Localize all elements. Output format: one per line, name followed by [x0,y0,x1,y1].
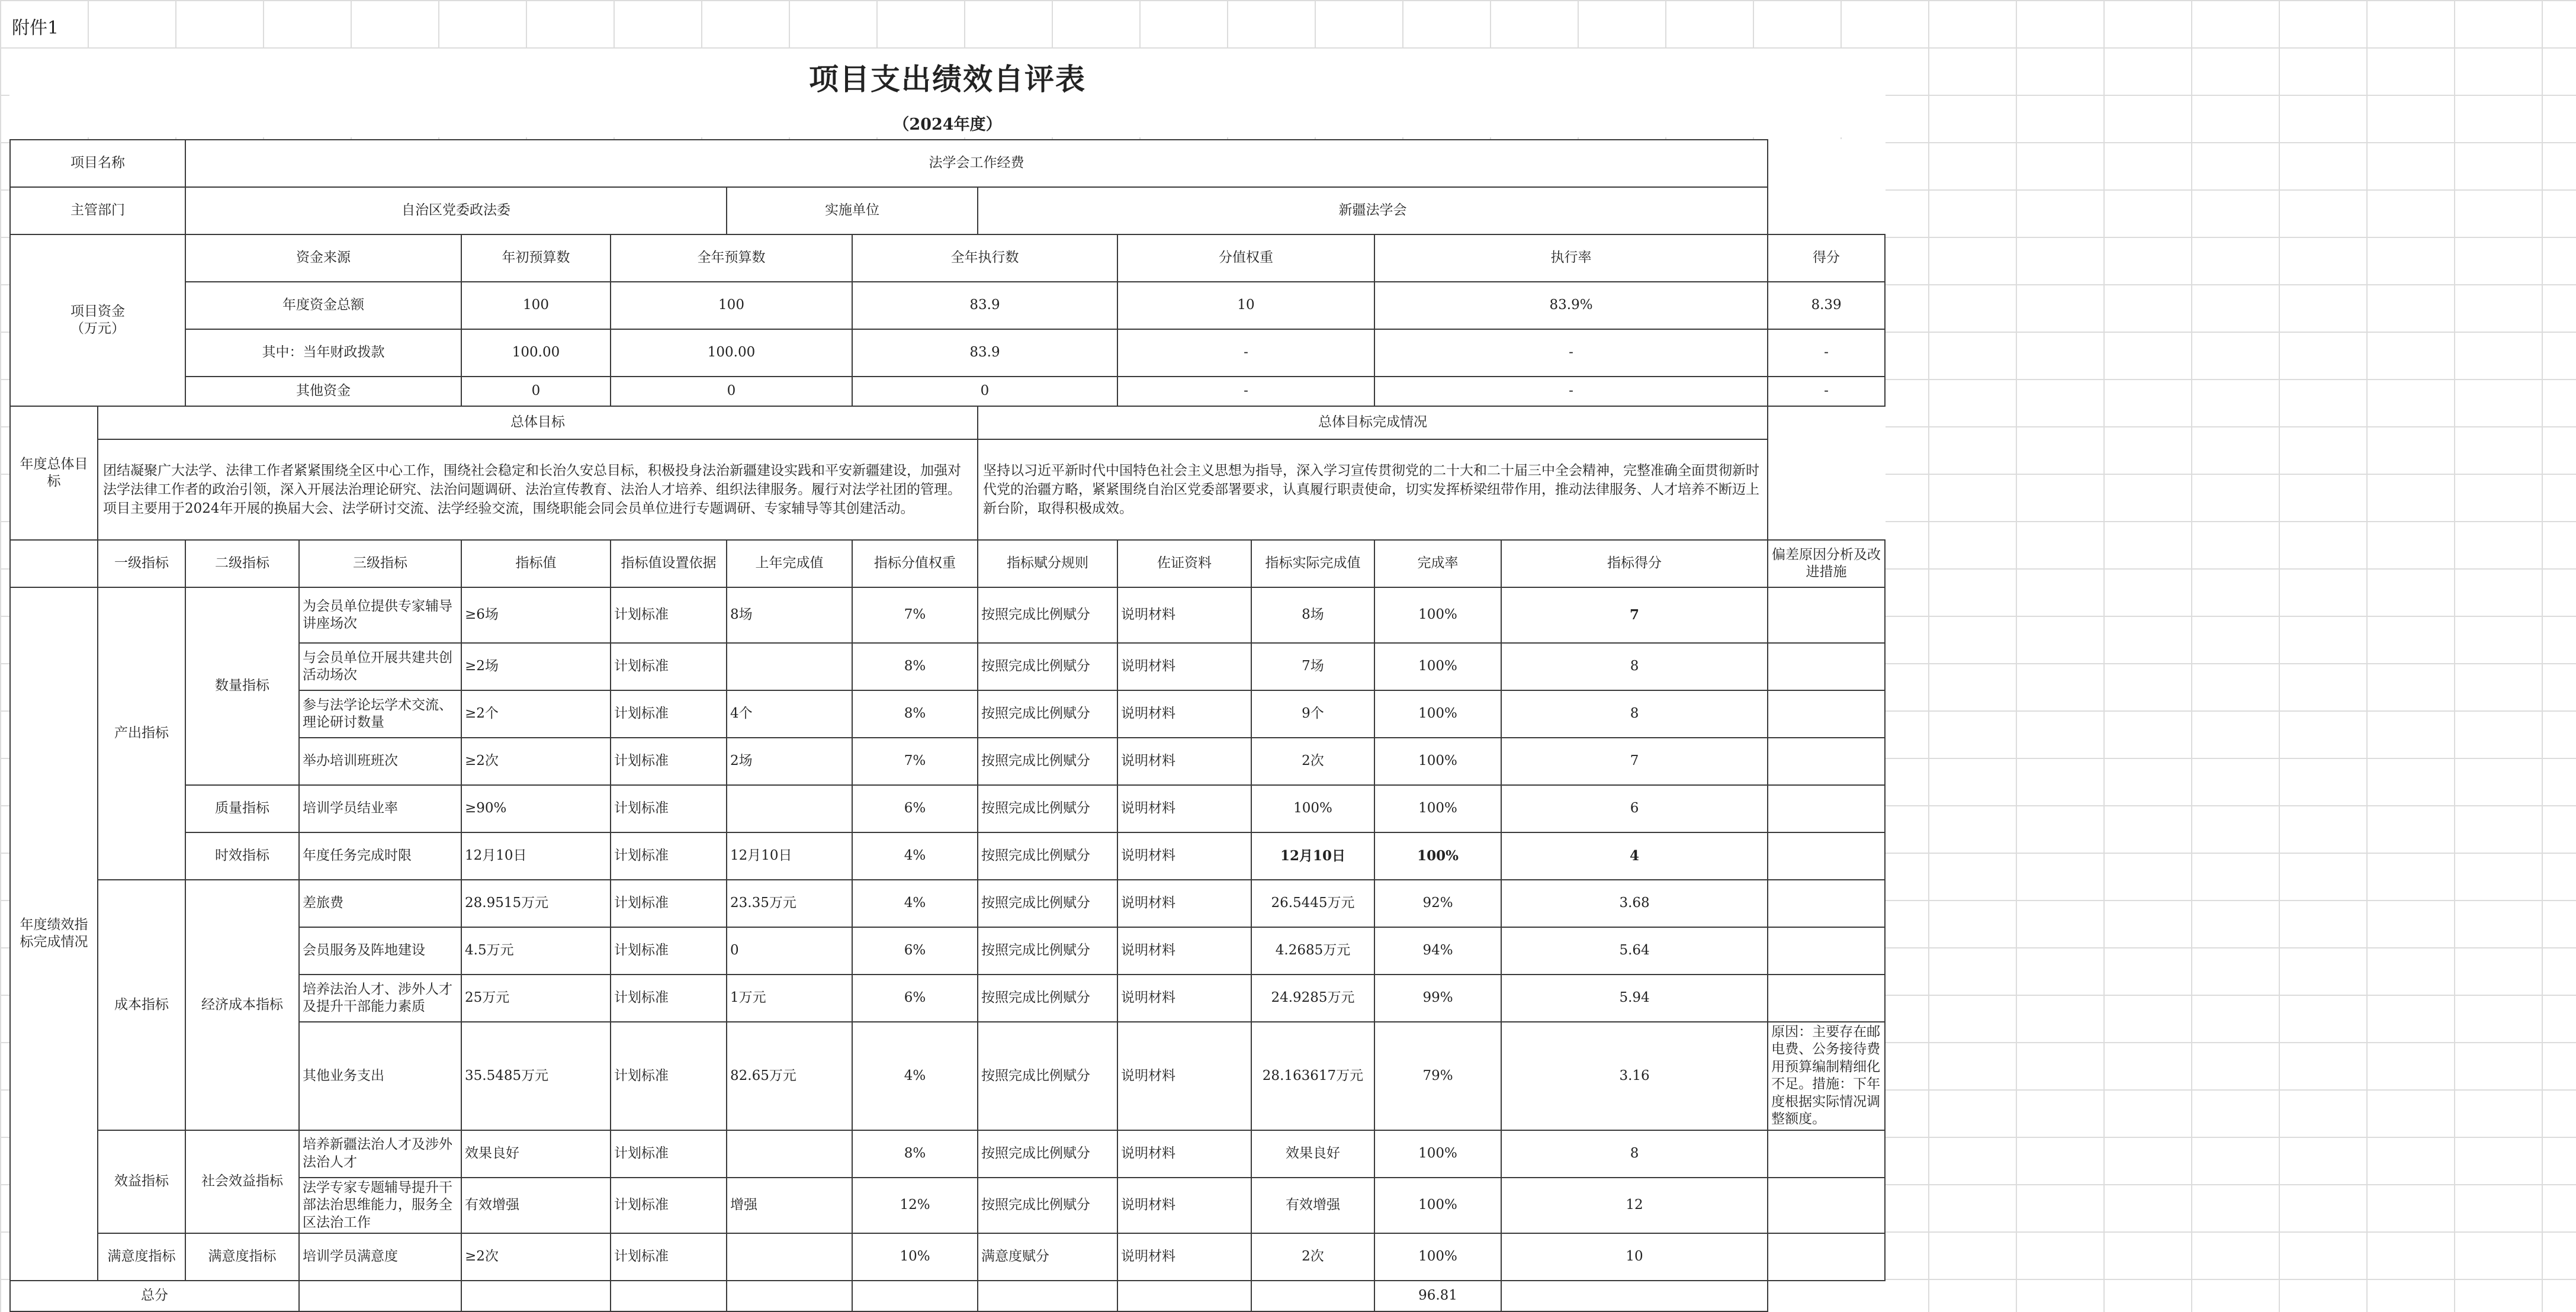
evidence: 说明材料 [1117,1022,1251,1130]
document-title: 项目支出绩效自评表 [809,62,1086,97]
scoring-rule: 按照完成比例赋分 [978,927,1117,975]
completion-rate: 100% [1374,785,1501,832]
funds-header-rate: 执行率 [1374,234,1768,282]
evidence: 说明材料 [1117,1130,1251,1178]
indicator-row [10,832,1885,880]
indicator-score: 10 [1501,1233,1768,1281]
goal-target-header: 总体目标 [98,406,978,439]
goal-target-text: 团结凝聚广大法学、法律工作者紧紧围绕全区中心工作，围绕社会稳定和长治久安总目标，积极投身法治新疆建设实践和平安新疆建设，加强对法学法律工作者的政治引领，深入开展法治理论研究、法治问题调研、法治宣传教育、法治人才培养、组织法律服务。履行对法学社团的管理。项目主要用于2024年开展的换届大会、法学研讨交流、法学经验交流，围绕职能会同会员单位进行专题调研、专家辅导等其创建活动。 [98,439,978,540]
goal-header-row [10,406,1885,439]
actual-value: 有效增强 [1251,1178,1374,1233]
goal-label: 年度总体目标 [10,406,98,540]
indicator-value: ≥2场 [461,643,611,690]
indicator-value: ≥2个 [461,690,611,738]
scoring-rule: 按照完成比例赋分 [978,643,1117,690]
indicator-header-cell: 指标赋分规则 [978,540,1117,587]
deviation-analysis [1768,927,1885,975]
department-row [10,187,1885,234]
indicator-row [10,1233,1885,1281]
indicator-score: 12 [1501,1178,1768,1233]
goal-completion-header: 总体目标完成情况 [978,406,1768,439]
indicator-basis: 计划标准 [611,1022,727,1130]
department-label: 主管部门 [10,187,185,234]
project-name-value: 法学会工作经费 [185,140,1768,187]
indicator-row [10,880,1885,927]
indicator-score: 3.16 [1501,1022,1768,1130]
evidence: 说明材料 [1117,975,1251,1022]
indicator-basis: 计划标准 [611,1178,727,1233]
level2-economic-cost: 经济成本指标 [185,880,299,1130]
deviation-analysis [1768,1233,1885,1281]
indicator-weight: 10% [852,1233,978,1281]
funds-cell: 100.00 [611,329,852,377]
indicator-row [10,587,1885,643]
indicator-header-cell: 完成率 [1374,540,1501,587]
indicator-score: 8 [1501,643,1768,690]
level3-indicator: 年度任务完成时限 [299,832,461,880]
indicator-score: 6 [1501,785,1768,832]
funds-row [10,282,1885,329]
funds-cell: - [1374,377,1768,406]
indicator-basis: 计划标准 [611,880,727,927]
level3-indicator: 培训学员满意度 [299,1233,461,1281]
indicator-score: 7 [1501,738,1768,785]
level2-satisfaction: 满意度指标 [185,1233,299,1281]
indicator-score: 3.68 [1501,880,1768,927]
level3-indicator: 为会员单位提供专家辅导讲座场次 [299,587,461,643]
total-empty [727,1281,852,1311]
implementing-unit-label: 实施单位 [727,187,978,234]
evidence: 说明材料 [1117,785,1251,832]
total-empty [299,1281,461,1311]
prior-year-value: 23.35万元 [727,880,852,927]
level3-indicator: 培养新疆法治人才及涉外法治人才 [299,1130,461,1178]
completion-rate: 100% [1374,690,1501,738]
evidence: 说明材料 [1117,643,1251,690]
indicator-basis: 计划标准 [611,690,727,738]
level3-indicator: 参与法学论坛学术交流、理论研讨数量 [299,690,461,738]
indicator-header-blank [10,540,98,587]
indicator-weight: 4% [852,1022,978,1130]
funds-cell: 其他资金 [185,377,461,406]
funds-cell: - [1117,329,1374,377]
indicator-score: 5.94 [1501,975,1768,1022]
indicator-weight: 12% [852,1178,978,1233]
prior-year-value: 12月10日 [727,832,852,880]
indicator-value: 效果良好 [461,1130,611,1178]
total-score: 96.81 [1374,1281,1501,1311]
level3-indicator: 差旅费 [299,880,461,927]
completion-rate: 100% [1374,643,1501,690]
indicator-value: ≥90% [461,785,611,832]
total-empty [1251,1281,1374,1311]
level2-quality: 质量指标 [185,785,299,832]
funds-cell: 10 [1117,282,1374,329]
indicator-weight: 7% [852,738,978,785]
completion-rate: 99% [1374,975,1501,1022]
prior-year-value [727,1233,852,1281]
completion-rate: 79% [1374,1022,1501,1130]
total-row [10,1281,1885,1311]
scoring-rule: 按照完成比例赋分 [978,785,1117,832]
scoring-rule: 按照完成比例赋分 [978,690,1117,738]
deviation-analysis [1768,1178,1885,1233]
evidence: 说明材料 [1117,1233,1251,1281]
actual-value: 2次 [1251,738,1374,785]
funds-cell: 0 [461,377,611,406]
indicator-score: 7 [1501,587,1768,643]
level2-timeliness: 时效指标 [185,832,299,880]
actual-value: 12月10日 [1251,832,1374,880]
level3-indicator: 法学专家专题辅导提升干部法治思维能力，服务全区法治工作 [299,1178,461,1233]
level2-social-benefit: 社会效益指标 [185,1130,299,1233]
goal-completion-text: 坚持以习近平新时代中国特色社会主义思想为指导，深入学习宣传贯彻党的二十大和二十届三中全会精神，完整准确全面贯彻新时代党的治疆方略，紧紧围绕自治区党委部署要求，认真履行职责使命，切实发挥桥梁纽带作用，推动法律服务、人才培养不断迈上新台阶，取得积极成效。 [978,439,1768,540]
indicator-value: 有效增强 [461,1178,611,1233]
indicator-basis: 计划标准 [611,785,727,832]
total-empty [1501,1281,1768,1311]
funds-cell: 83.9 [852,282,1117,329]
prior-year-value: 82.65万元 [727,1022,852,1130]
deviation-analysis [1768,738,1885,785]
indicator-header-cell: 二级指标 [185,540,299,587]
funds-cell: - [1768,377,1885,406]
total-empty [461,1281,611,1311]
actual-value: 100% [1251,785,1374,832]
actual-value: 28.163617万元 [1251,1022,1374,1130]
funds-cell: 0 [611,377,852,406]
total-empty [611,1281,727,1311]
indicator-basis: 计划标准 [611,1233,727,1281]
indicator-header-cell: 上年完成值 [727,540,852,587]
deviation-analysis [1768,880,1885,927]
indicator-value: 12月10日 [461,832,611,880]
funds-cell: - [1374,329,1768,377]
indicator-basis: 计划标准 [611,1130,727,1178]
evidence: 说明材料 [1117,738,1251,785]
scoring-rule: 按照完成比例赋分 [978,832,1117,880]
prior-year-value [727,1130,852,1178]
deviation-analysis [1768,785,1885,832]
funds-header-row [10,234,1885,282]
prior-year-value: 2场 [727,738,852,785]
actual-value: 8场 [1251,587,1374,643]
funds-header-source: 资金来源 [185,234,461,282]
indicator-basis: 计划标准 [611,643,727,690]
funds-cell: 100 [461,282,611,329]
indicator-basis: 计划标准 [611,587,727,643]
scoring-rule: 按照完成比例赋分 [978,738,1117,785]
evidence: 说明材料 [1117,927,1251,975]
funds-row [10,377,1885,406]
indicator-value: 4.5万元 [461,927,611,975]
funds-cell: 年度资金总额 [185,282,461,329]
indicator-row [10,1130,1885,1178]
funds-cell: - [1768,329,1885,377]
level1-benefit: 效益指标 [98,1130,185,1233]
funds-header-weight: 分值权重 [1117,234,1374,282]
evidence: 说明材料 [1117,1178,1251,1233]
self-evaluation-table [9,139,1886,1312]
funds-header-initial-budget: 年初预算数 [461,234,611,282]
funds-cell: 83.9% [1374,282,1768,329]
indicator-weight: 4% [852,880,978,927]
actual-value: 9个 [1251,690,1374,738]
actual-value: 7场 [1251,643,1374,690]
indicator-score: 4 [1501,832,1768,880]
level3-indicator: 与会员单位开展共建共创活动场次 [299,643,461,690]
implementing-unit-value: 新疆法学会 [978,187,1768,234]
project-name-row [10,140,1885,187]
completion-rate: 100% [1374,1233,1501,1281]
prior-year-value: 4个 [727,690,852,738]
funds-cell: 0 [852,377,1117,406]
level3-indicator: 其他业务支出 [299,1022,461,1130]
indicator-basis: 计划标准 [611,738,727,785]
indicator-value: 25万元 [461,975,611,1022]
prior-year-value [727,785,852,832]
scoring-rule: 按照完成比例赋分 [978,1022,1117,1130]
indicator-section-label: 年度绩效指标完成情况 [10,587,98,1281]
funds-cell: 100 [611,282,852,329]
level3-indicator: 培训学员结业率 [299,785,461,832]
indicator-weight: 8% [852,643,978,690]
indicator-header-cell: 一级指标 [98,540,185,587]
evidence: 说明材料 [1117,832,1251,880]
prior-year-value: 0 [727,927,852,975]
actual-value: 效果良好 [1251,1130,1374,1178]
funds-cell: 其中：当年财政拨款 [185,329,461,377]
level3-indicator: 培养法治人才、涉外人才及提升干部能力素质 [299,975,461,1022]
scoring-rule: 按照完成比例赋分 [978,1130,1117,1178]
funds-label: 项目资金 （万元） [10,234,185,406]
scoring-rule: 按照完成比例赋分 [978,880,1117,927]
total-empty [1117,1281,1251,1311]
indicator-value: ≥6场 [461,587,611,643]
level1-output: 产出指标 [98,587,185,880]
indicator-score: 5.64 [1501,927,1768,975]
indicator-header-cell: 指标实际完成值 [1251,540,1374,587]
funds-cell: - [1117,377,1374,406]
total-empty [978,1281,1117,1311]
project-name-label: 项目名称 [10,140,185,187]
actual-value: 4.2685万元 [1251,927,1374,975]
indicator-weight: 8% [852,1130,978,1178]
completion-rate: 100% [1374,1130,1501,1178]
total-empty [852,1281,978,1311]
total-label: 总分 [10,1281,299,1311]
deviation-analysis [1768,690,1885,738]
completion-rate: 100% [1374,832,1501,880]
level1-cost: 成本指标 [98,880,185,1130]
indicator-row [10,785,1885,832]
funds-header-executed: 全年执行数 [852,234,1117,282]
document-year: （2024年度） [893,115,1002,134]
indicator-header-cell: 佐证资料 [1117,540,1251,587]
completion-rate: 100% [1374,738,1501,785]
indicator-weight: 6% [852,785,978,832]
evidence: 说明材料 [1117,690,1251,738]
prior-year-value: 1万元 [727,975,852,1022]
indicator-basis: 计划标准 [611,832,727,880]
indicator-value: 35.5485万元 [461,1022,611,1130]
indicator-header-cell: 指标分值权重 [852,540,978,587]
indicator-weight: 4% [852,832,978,880]
indicator-header-cell: 三级指标 [299,540,461,587]
indicator-score: 8 [1501,690,1768,738]
deviation-analysis [1768,587,1885,643]
level2-quantity: 数量指标 [185,587,299,785]
completion-rate: 94% [1374,927,1501,975]
indicator-score: 8 [1501,1130,1768,1178]
evidence: 说明材料 [1117,587,1251,643]
indicator-value: ≥2次 [461,1233,611,1281]
level3-indicator: 会员服务及阵地建设 [299,927,461,975]
actual-value: 2次 [1251,1233,1374,1281]
funds-cell: 83.9 [852,329,1117,377]
deviation-analysis: 原因：主要存在邮电费、公务接待费用预算编制精细化不足。措施：下年度根据实际情况调整额度。 [1768,1022,1885,1130]
indicator-header-cell: 指标得分 [1501,540,1768,587]
indicator-value: 28.9515万元 [461,880,611,927]
completion-rate: 92% [1374,880,1501,927]
funds-cell: 100.00 [461,329,611,377]
actual-value: 26.5445万元 [1251,880,1374,927]
actual-value: 24.9285万元 [1251,975,1374,1022]
level3-indicator: 举办培训班班次 [299,738,461,785]
attachment-label: 附件1 [12,13,65,39]
indicator-weight: 6% [852,975,978,1022]
indicator-value: ≥2次 [461,738,611,785]
indicator-weight: 7% [852,587,978,643]
indicator-basis: 计划标准 [611,927,727,975]
indicator-header-cell: 指标值 [461,540,611,587]
prior-year-value: 增强 [727,1178,852,1233]
indicator-header-row [10,540,1885,587]
scoring-rule: 按照完成比例赋分 [978,587,1117,643]
department-value: 自治区党委政法委 [185,187,727,234]
indicator-header-cell: 偏差原因分析及改进措施 [1768,540,1885,587]
funds-header-annual-budget: 全年预算数 [611,234,852,282]
title-area [9,49,1886,137]
goal-text-row [10,439,1885,540]
scoring-rule: 按照完成比例赋分 [978,975,1117,1022]
funds-row [10,329,1885,377]
funds-cell: 8.39 [1768,282,1885,329]
completion-rate: 100% [1374,587,1501,643]
indicator-header-cell: 指标值设置依据 [611,540,727,587]
scoring-rule: 满意度赋分 [978,1233,1117,1281]
deviation-analysis [1768,832,1885,880]
indicator-weight: 6% [852,927,978,975]
completion-rate: 100% [1374,1178,1501,1233]
prior-year-value [727,643,852,690]
indicator-weight: 8% [852,690,978,738]
indicator-basis: 计划标准 [611,975,727,1022]
level1-satisfaction: 满意度指标 [98,1233,185,1281]
prior-year-value: 8场 [727,587,852,643]
funds-header-score: 得分 [1768,234,1885,282]
deviation-analysis [1768,975,1885,1022]
deviation-analysis [1768,1130,1885,1178]
deviation-analysis [1768,643,1885,690]
evidence: 说明材料 [1117,880,1251,927]
scoring-rule: 按照完成比例赋分 [978,1178,1117,1233]
